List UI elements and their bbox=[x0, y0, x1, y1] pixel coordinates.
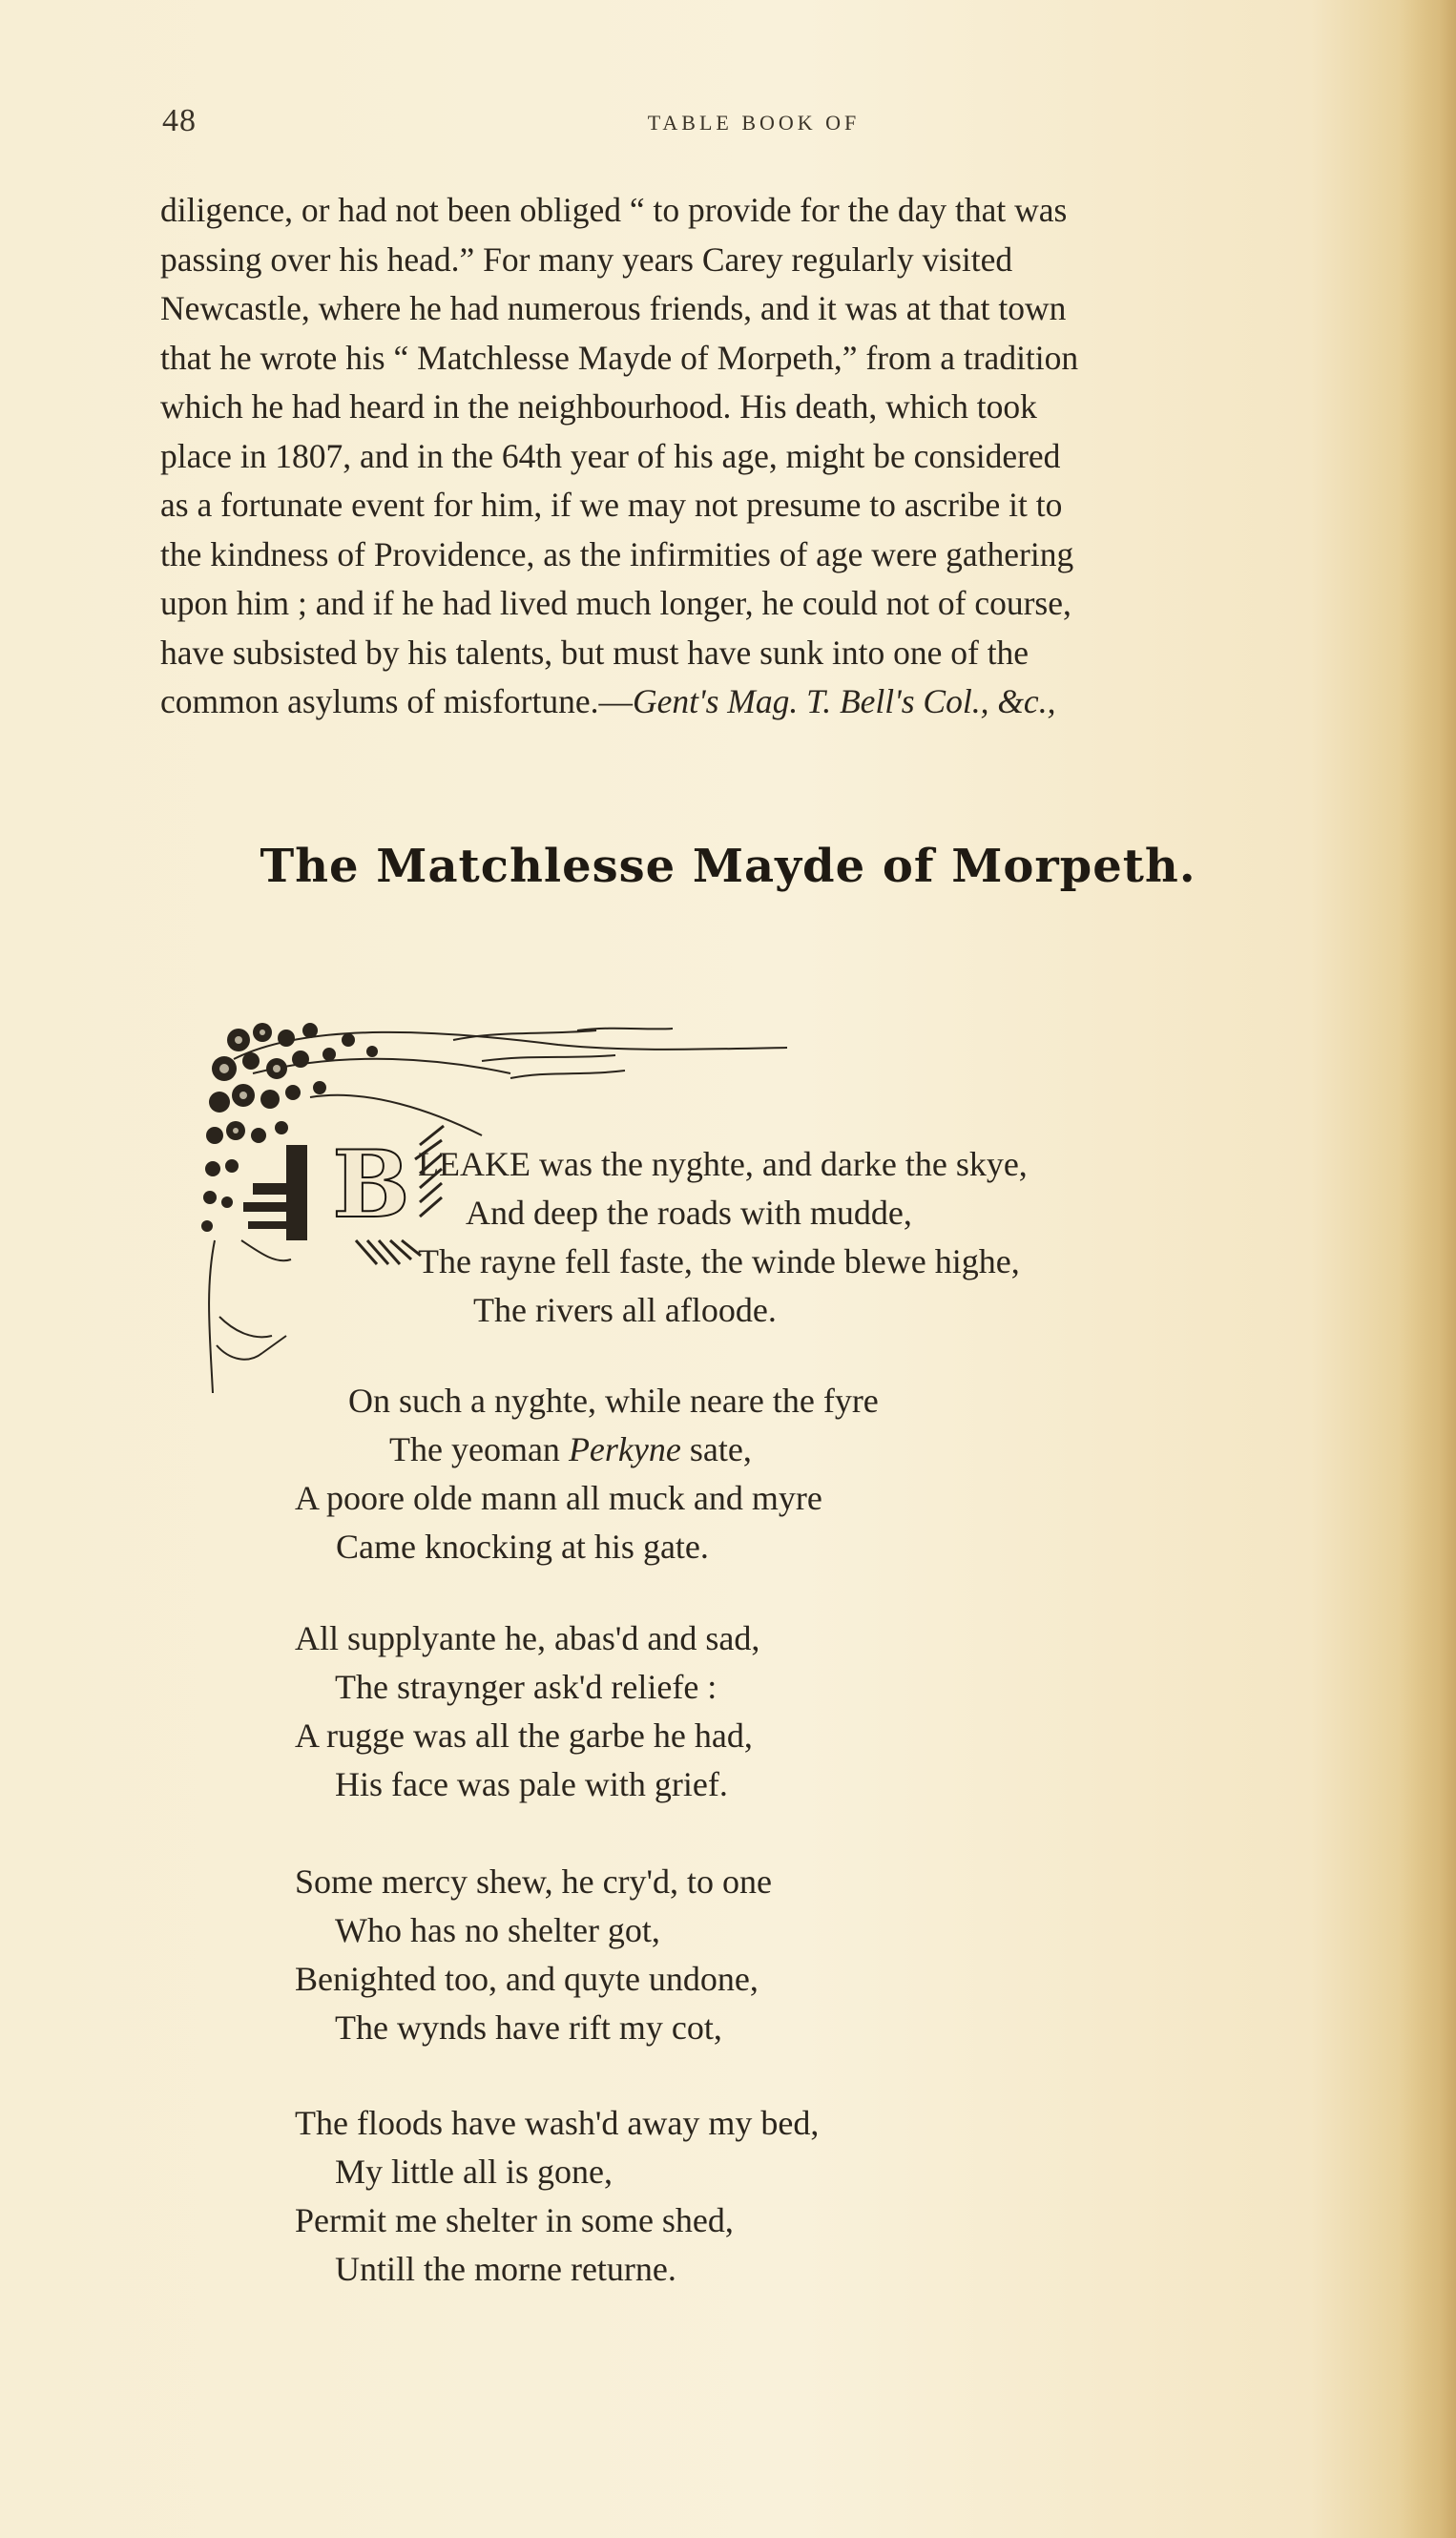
drop-cap-letter: B bbox=[332, 1131, 410, 1238]
prose-line: Newcastle, where he had numerous friends, and it was at that town bbox=[160, 289, 1067, 327]
poem-line-text: sate, bbox=[680, 1430, 752, 1468]
stanza-1 bbox=[418, 1140, 1028, 1335]
stanza-2 bbox=[295, 1377, 879, 1571]
poem-line: A poore olde mann all muck and myre bbox=[295, 1479, 822, 1517]
prose-line: have subsisted by his talents, but must have sunk into one of the bbox=[160, 633, 1030, 672]
prose-line: passing over his head.” For many years Carey regularly visited bbox=[160, 239, 1013, 279]
prose-line: upon him ; and if he had lived much longer, he could not of course, bbox=[160, 584, 1071, 622]
poem-line: Came knocking at his gate. bbox=[336, 1528, 709, 1566]
drop-cap bbox=[315, 1131, 427, 1238]
page-edge-shading bbox=[1399, 0, 1456, 2538]
poem-line: A rugge was all the garbe he had, bbox=[295, 1716, 753, 1755]
poem-line: Who has no shelter got, bbox=[335, 1911, 660, 1949]
stanza-3 bbox=[295, 1614, 759, 1809]
citation: Gent's Mag. T. Bell's Col., &c., bbox=[632, 682, 1056, 720]
poem-line: Untill the morne returne. bbox=[335, 2250, 676, 2288]
prose-last-line-text: common asylums of misfortune.— bbox=[160, 682, 633, 720]
stanza-4 bbox=[295, 1858, 772, 2052]
poem-line: LEAKE was the nyghte, and darke the skye, bbox=[418, 1145, 1028, 1183]
prose-line: that he wrote his “ Matchlesse Mayde of Morpeth,” from a tradition bbox=[160, 338, 1079, 377]
poem-line: Permit me shelter in some shed, bbox=[295, 2201, 734, 2239]
running-head: TABLE BOOK OF bbox=[647, 111, 861, 135]
page-header bbox=[162, 103, 1345, 141]
prose-line: which he had heard in the neighbourhood. His death, which took bbox=[160, 387, 1037, 426]
prose-line: diligence, or had not been obliged “ to provide for the day that was bbox=[160, 191, 1068, 229]
poem-line: On such a nyghte, while neare the fyre bbox=[348, 1382, 879, 1420]
stanza-5 bbox=[295, 2099, 819, 2294]
poem-line: Benighted too, and quyte undone, bbox=[295, 1960, 759, 1998]
poem-line: His face was pale with grief. bbox=[335, 1765, 728, 1803]
prose-line: the kindness of Providence, as the infirmities of age were gathering bbox=[160, 534, 1074, 573]
poem-line: The rivers all afloode. bbox=[473, 1291, 777, 1329]
poem-line bbox=[348, 1425, 879, 1474]
prose-last-line bbox=[160, 677, 1343, 727]
poem-line-text: The yeoman bbox=[389, 1430, 569, 1468]
poem-line: The straynger ask'd reliefe : bbox=[335, 1668, 718, 1706]
poem-title: The Matchlesse Mayde of Morpeth. bbox=[260, 840, 1196, 893]
poem-line: The rayne fell faste, the winde blewe highe, bbox=[418, 1242, 1020, 1280]
poem-line: The wynds have rift my cot, bbox=[335, 2008, 722, 2047]
page-number: 48 bbox=[162, 103, 197, 138]
poem-name-italic: Perkyne bbox=[568, 1430, 681, 1468]
prose-line: place in 1807, and in the 64th year of his age, might be considered bbox=[160, 436, 1061, 475]
prose-line: as a fortunate event for him, if we may not presume to ascribe it to bbox=[160, 486, 1063, 524]
poem-line: All supplyante he, abas'd and sad, bbox=[295, 1619, 760, 1657]
poem-line: My little all is gone, bbox=[335, 2153, 613, 2191]
prose-paragraph bbox=[160, 186, 1343, 727]
poem-line: Some mercy shew, he cry'd, to one bbox=[295, 1862, 773, 1901]
poem-line: And deep the roads with mudde, bbox=[466, 1194, 912, 1232]
poem-line: The floods have wash'd away my bed, bbox=[295, 2104, 820, 2142]
